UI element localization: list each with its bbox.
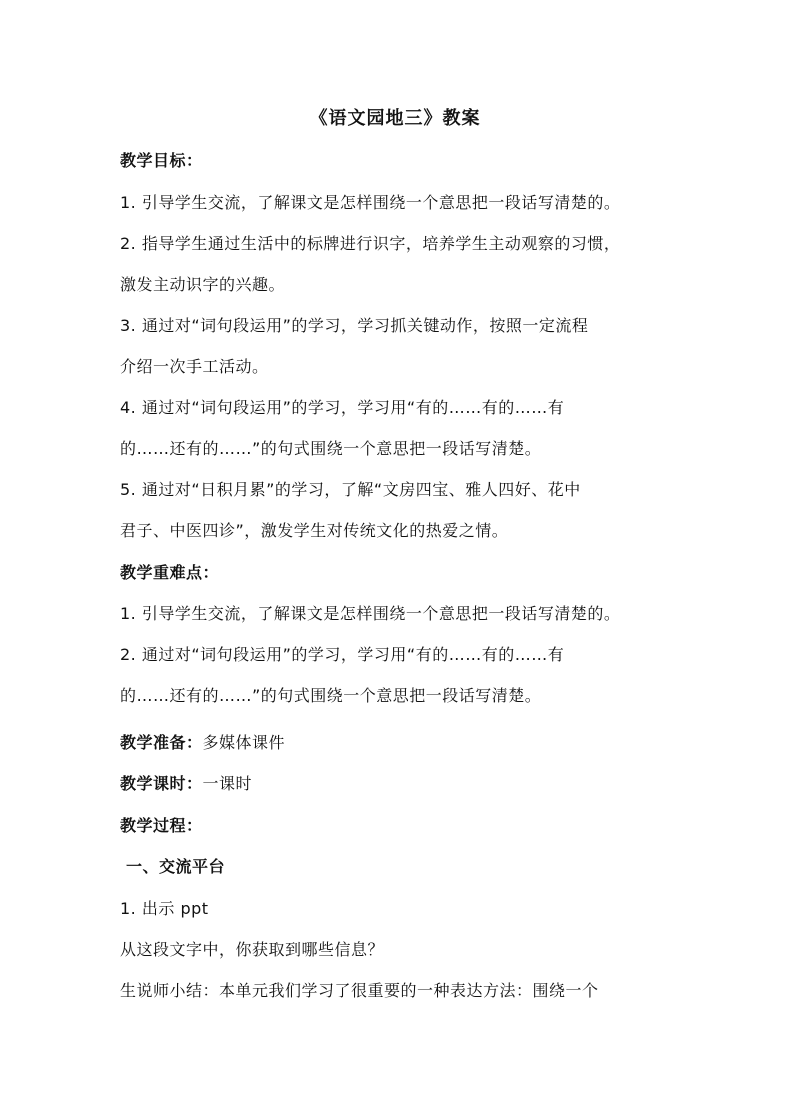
preparation-value: 多媒体课件: [202, 733, 286, 752]
hours-row: [120, 774, 680, 794]
key-point-line: 的……还有的……”的句式围绕一个意思把一段话写清楚。: [120, 686, 542, 705]
objective-line: 激发主动识字的兴趣。: [120, 275, 286, 294]
process-heading: 教学过程：: [120, 816, 203, 835]
part-one-line: 从这段文字中，你获取到哪些信息？: [120, 940, 385, 959]
hours-value: 一课时: [202, 774, 253, 793]
preparation-row: [120, 733, 680, 753]
hours-label: 教学课时：: [120, 774, 203, 793]
key-point-line: 1. 引导学生交流，了解课文是怎样围绕一个意思把一段话写清楚的。: [120, 604, 621, 623]
key-point-line: 2. 通过对“词句段运用”的学习，学习用“有的……有的……有: [120, 645, 565, 664]
objective-line: 5. 通过对“日积月累”的学习，了解“文房四宝、雅人四好、花中: [120, 480, 581, 499]
part-one-heading: 一、交流平台: [126, 857, 226, 876]
objective-line: 介绍一次手工活动。: [120, 357, 269, 376]
objective-line: 4. 通过对“词句段运用”的学习，学习用“有的……有的……有: [120, 398, 565, 417]
part-one-line: 生说师小结：本单元我们学习了很重要的一种表达方法：围绕一个: [120, 981, 599, 1000]
objective-line: 2. 指导学生通过生活中的标牌进行识字，培养学生主动观察的习惯，: [120, 234, 621, 253]
key-points-heading: 教学重难点：: [120, 563, 220, 582]
objective-line: 的……还有的……”的句式围绕一个意思把一段话写清楚。: [120, 439, 542, 458]
part-one-line: 1. 出示 ppt: [120, 899, 209, 918]
document-title: 《语文园地三》教案: [309, 108, 481, 129]
objective-line: 1. 引导学生交流，了解课文是怎样围绕一个意思把一段话写清楚的。: [120, 193, 621, 212]
objectives-heading: 教学目标：: [120, 151, 203, 170]
objective-line: 君子、中医四诊”，激发学生对传统文化的热爱之情。: [120, 521, 509, 540]
preparation-label: 教学准备：: [120, 733, 203, 752]
objective-line: 3. 通过对“词句段运用”的学习，学习抓关键动作，按照一定流程: [120, 316, 589, 335]
